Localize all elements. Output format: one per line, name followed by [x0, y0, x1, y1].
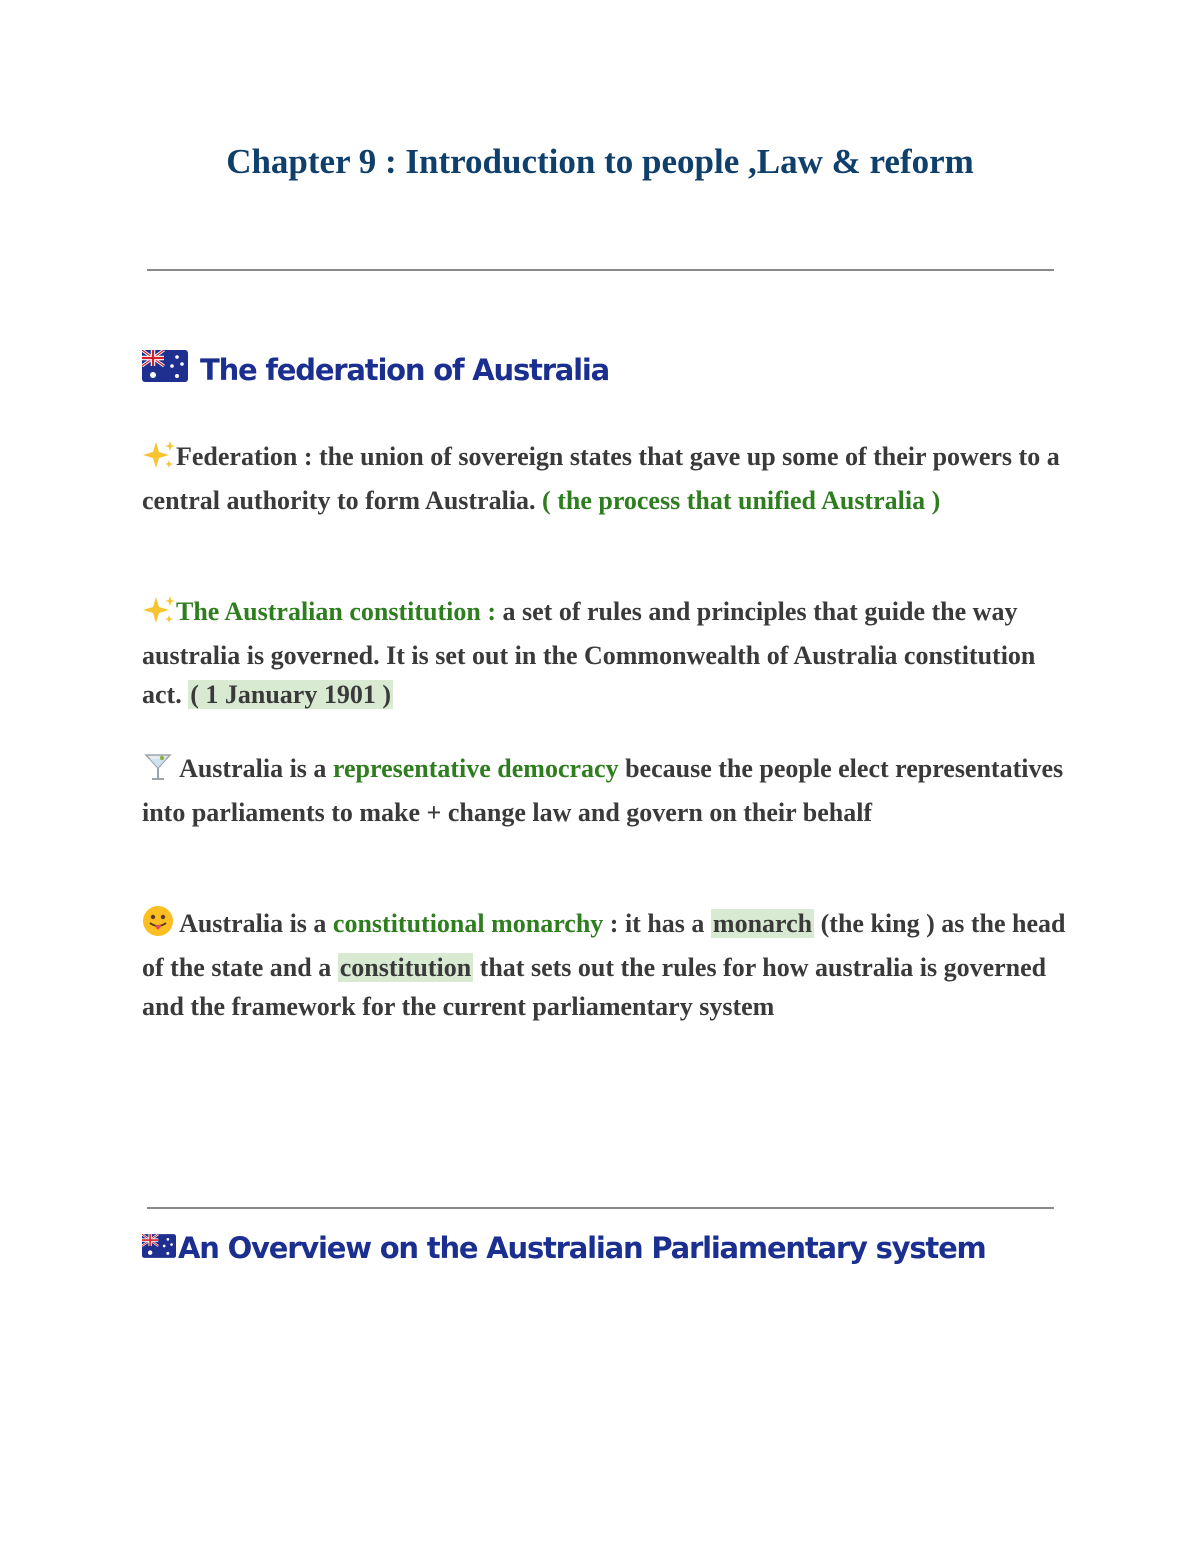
- section-heading-text: The federation of Australia: [200, 352, 610, 387]
- divider: [147, 269, 1054, 271]
- page-title: Chapter 9 : Introduction to people ,Law & reform: [226, 142, 974, 181]
- section-heading-parliament: [142, 1231, 986, 1265]
- sparkles-icon: [142, 595, 176, 636]
- constitution-date: ( 1 January 1901 ): [190, 680, 391, 709]
- constitution-paragraph: The Australian constitution : a set of rules and principles that guide the way australia is governed. It is set out in the Commonwealth of Australia constitution act. ( 1 January 1901 ): [142, 597, 1036, 709]
- monarchy-paragraph: Australia is a constitutional monarchy : it has a monarch (the king ) as the head of the state and a constitution that sets out the rules for how australia is governed and the framework for the current parliamentary system: [142, 904, 1067, 1026]
- cocktail-glass-icon: [142, 750, 174, 793]
- section-heading-text: An Overview on the Australian Parliamentary system: [178, 1231, 986, 1265]
- sparkles-icon: [142, 440, 176, 481]
- federation-paragraph: Federation : the union of sovereign states that gave up some of their powers to a central authority to form Australia. ( the process that unified Australia ): [142, 442, 1060, 515]
- democracy-term: representative democracy: [332, 754, 619, 783]
- monarchy-term: constitutional monarchy: [332, 909, 604, 938]
- divider: [147, 1207, 1054, 1209]
- monarch-highlight: monarch: [712, 909, 813, 938]
- australia-flag-icon: [142, 350, 188, 389]
- constitution-highlight: constitution: [339, 953, 472, 982]
- tongue-face-icon: [142, 905, 174, 948]
- constitution-term: The Australian constitution :: [176, 597, 496, 626]
- federation-note: ( the process that unified Australia ): [542, 486, 941, 515]
- democracy-paragraph: Australia is a representative democracy because the people elect representatives into parliaments to make + change law and govern on their behalf: [142, 749, 1067, 832]
- australia-flag-icon: [142, 1231, 176, 1265]
- section-heading-federation: [142, 350, 609, 389]
